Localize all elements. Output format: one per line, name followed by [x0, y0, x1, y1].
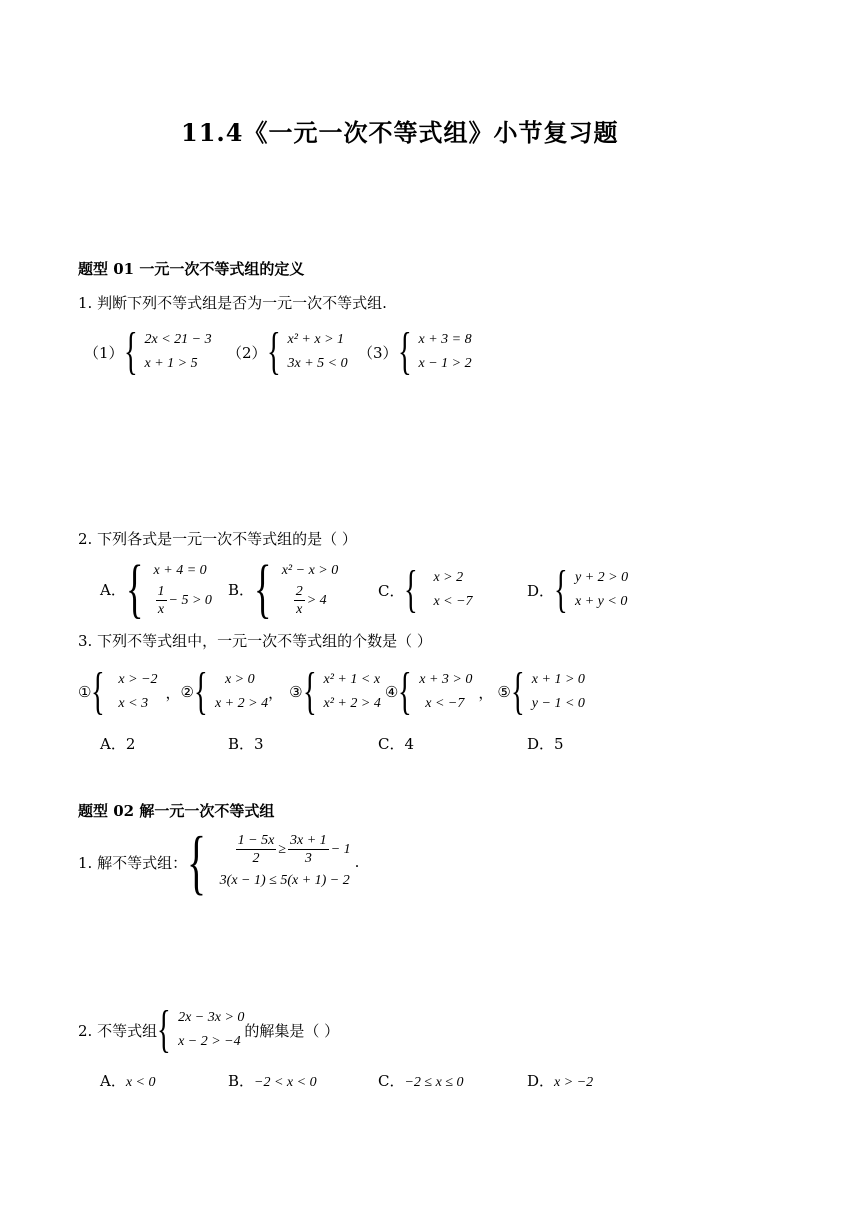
option-expr: −2 ≤ x ≤ 0 [404, 1075, 464, 1090]
brace-icon: { [302, 663, 317, 720]
system-line: x − 2 > −4 [178, 1034, 241, 1049]
relation: ≥ [278, 842, 287, 857]
option-label: A． [100, 1072, 126, 1090]
question-stem-post: 的解集是（ ） [244, 1021, 340, 1040]
q1-item-2 [227, 323, 348, 380]
brace-icon: { [187, 822, 207, 902]
option-expr: −2 < x < 0 [254, 1075, 317, 1090]
s2-q2 [78, 1001, 340, 1058]
system-line: x + 1 > 0 [531, 672, 585, 687]
item-label: （3） [358, 343, 398, 362]
option-label: D． [527, 1072, 555, 1090]
s2-q2-option-c [378, 1070, 464, 1091]
page-title: 11.4《一元一次不等式组》小节复习题 [181, 118, 619, 147]
option-label: B． [228, 1072, 255, 1090]
system-line: x² + 1 < x [323, 672, 381, 687]
q3-systems-row [78, 663, 585, 720]
system-line: x² − x > 0 [281, 563, 339, 578]
system-line: x + 2 > 4 [214, 696, 269, 711]
brace-icon: { [194, 663, 208, 720]
system-line: 2x − 3x > 0 [178, 1010, 245, 1025]
period: . [354, 853, 360, 871]
circled-number: ③ [289, 683, 303, 701]
separator: ， [478, 683, 494, 702]
q3-option-a: A．2 [100, 735, 136, 753]
question-3-stem: 3. 下列不等式组中，一元一次不等式组的个数是（ ） [78, 632, 432, 650]
item-label: （2） [227, 343, 267, 362]
brace-icon: { [254, 552, 272, 625]
s2-q2-option-d [527, 1070, 593, 1091]
system-line: 3(x − 1) ≤ 5(x + 1) − 2 [219, 873, 350, 888]
q3-option-c: C．4 [378, 735, 415, 753]
frac-numerator: 1 − 5x [237, 833, 275, 849]
q2-option-b [228, 552, 339, 625]
option-expr: x < 0 [125, 1075, 156, 1090]
brace-icon: { [510, 663, 525, 720]
separator: ， [268, 683, 284, 702]
question-1-stem: 1. 判断下列不等式组是否为一元一次不等式组. [78, 294, 387, 312]
circled-number: ① [78, 683, 92, 701]
system-line: x > 0 [224, 672, 255, 687]
system-line: x² + x > 1 [287, 332, 345, 347]
frac-numerator: 3x + 1 [290, 833, 327, 849]
system-line-fraction [282, 583, 339, 619]
section-heading-solve: 题型 02 解一元一次不等式组 [78, 802, 275, 820]
frac-denominator: 2 [252, 851, 260, 867]
frac-denominator: 3 [304, 851, 312, 867]
system-line: x² + 2 > 4 [323, 696, 381, 711]
circled-number: ② [180, 683, 194, 701]
frac-tail: > 4 [306, 593, 327, 608]
brace-icon: { [397, 323, 412, 380]
q3-option-b: B．3 [228, 735, 264, 753]
system-line: x + y < 0 [575, 594, 628, 609]
brace-icon: { [404, 561, 419, 618]
system-line: x + 3 = 8 [418, 332, 472, 347]
frac-tail: − 1 [330, 842, 351, 857]
system-line: x + 4 = 0 [153, 563, 207, 578]
item-label: （1） [84, 343, 124, 362]
system-line: y − 1 < 0 [531, 696, 585, 711]
s2-q2-option-b [228, 1070, 317, 1091]
system-line: 3x + 5 < 0 [287, 356, 348, 371]
system-line: 2x < 21 − 3 [144, 332, 212, 347]
s2-q2-option-a [100, 1070, 156, 1091]
frac-denominator: x [296, 602, 303, 618]
frac-numerator: 1 [157, 584, 165, 600]
system-line: y + 2 > 0 [575, 570, 629, 585]
q1-item-3 [358, 323, 472, 380]
frac-denominator: x [157, 602, 165, 618]
q2-option-d [527, 561, 629, 618]
question-stem-pre: 2. 不等式组 [78, 1021, 158, 1040]
system-line-fractions [220, 831, 351, 869]
system-line: x > −2 [118, 672, 158, 687]
brace-icon: { [266, 323, 281, 380]
circled-number: ④ [384, 683, 399, 701]
brace-icon: { [157, 1001, 171, 1058]
brace-icon: { [125, 552, 144, 625]
q2-option-a [100, 552, 212, 625]
system-line: x < −7 [433, 594, 473, 609]
system-line: x + 3 > 0 [419, 672, 473, 687]
q2-option-c [378, 561, 473, 618]
q3-option-d: D．5 [527, 735, 564, 753]
brace-icon: { [554, 561, 568, 618]
system-line-fraction [154, 583, 212, 619]
question-2-stem: 2. 下列各式是一元一次不等式组的是（ ） [78, 530, 357, 548]
brace-icon: { [91, 663, 106, 720]
s2-q1 [78, 822, 360, 902]
separator: ， [165, 683, 181, 702]
system-line: x > 2 [433, 570, 464, 585]
system-line: x < 3 [118, 696, 149, 711]
option-label: C． [378, 581, 405, 600]
question-stem: 1. 解不等式组： [78, 853, 188, 872]
frac-tail: − 5 > 0 [168, 593, 212, 608]
system-line: x < −7 [425, 696, 465, 711]
option-label: D． [527, 581, 555, 600]
brace-icon: { [123, 323, 138, 380]
frac-numerator: 2 [295, 584, 303, 600]
option-label: A． [100, 580, 126, 599]
system-line: x − 1 > 2 [418, 356, 472, 371]
option-label: B． [228, 580, 255, 599]
circled-number: ⑤ [497, 683, 511, 701]
option-expr: x > −2 [554, 1075, 594, 1090]
option-label: C． [378, 1072, 405, 1090]
section-heading-definition: 题型 01 一元一次不等式组的定义 [78, 260, 305, 278]
q1-item-1 [84, 323, 212, 380]
brace-icon: { [398, 663, 413, 720]
system-line: x + 1 > 5 [144, 356, 198, 371]
